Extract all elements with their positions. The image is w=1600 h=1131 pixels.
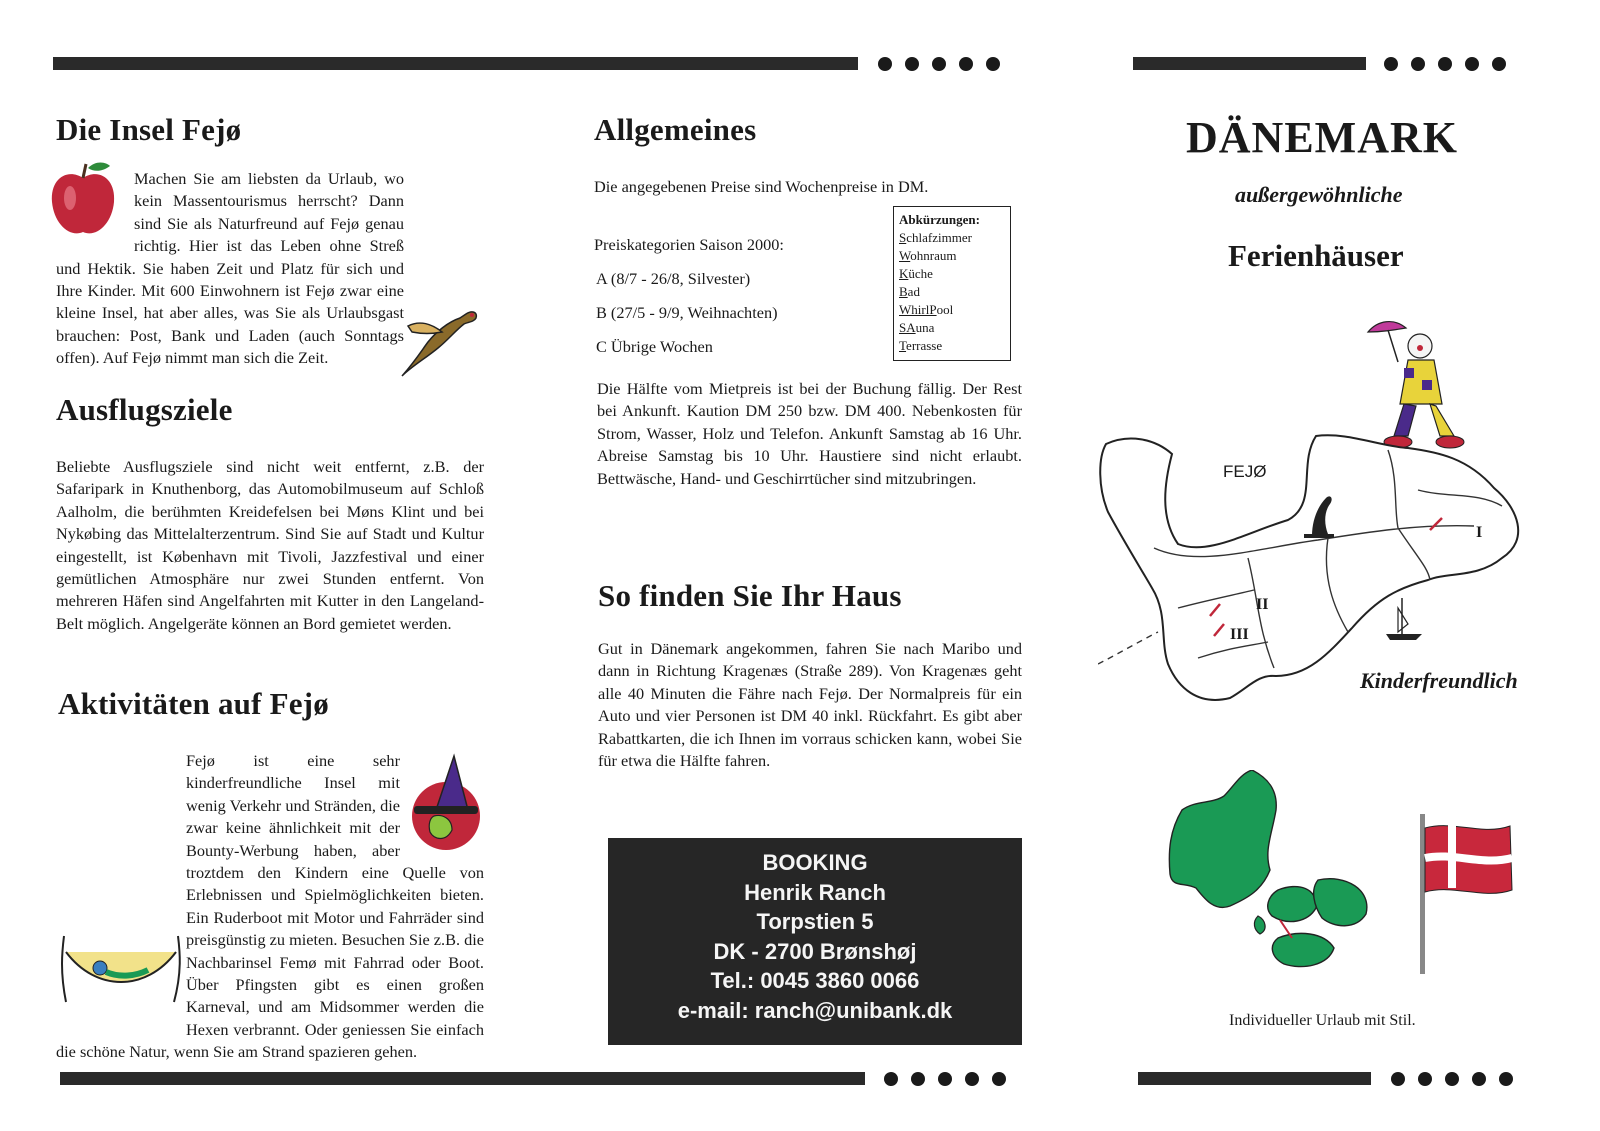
abbr-key: K: [899, 266, 909, 281]
bottom-dots-left: [884, 1072, 1006, 1086]
dot: [1492, 57, 1506, 71]
top-dots-left: [878, 57, 1000, 71]
abbr-key: B: [899, 284, 908, 299]
booking-name: Henrik Ranch: [744, 879, 886, 905]
heading-so-finden: So finden Sie Ihr Haus: [598, 578, 902, 613]
insel-paragraph: Machen Sie am liebsten da Urlaub, wo kein Massentourismus herrscht? Dann sind Sie als Naturfreund auf Fejø genau richtig. Hier ist das Leben ohne Streß und Hektik. Sie haben Zeit und Platz für sich und Ihre Kinder. Mit 600 Einwohnern ist Fejø zwar eine kleine Insel, hat aber alles, was Sie als Urlaubsgast brauchen: Post, Bank und Laden (auch Sonntags offen). Auf Fejø nimmt man sich die Zeit.: [56, 169, 404, 368]
preis-c: C Übrige Wochen: [596, 337, 713, 356]
preis-b: B (27/5 - 9/9, Weihnachten): [596, 303, 778, 322]
abbr-rest: una: [915, 320, 935, 335]
abbr-rest: chlafzimmer: [906, 230, 972, 245]
abbr-item: [899, 247, 1005, 265]
dot: [1411, 57, 1425, 71]
booking-box: [608, 838, 1022, 1045]
dot: [986, 57, 1000, 71]
booking-email[interactable]: e-mail: ranch@unibank.dk: [677, 997, 953, 1023]
top-dots-right: [1384, 57, 1506, 71]
abbr-key: SA: [899, 320, 916, 335]
heading-ausflugsziele: Ausflugsziele: [56, 392, 233, 427]
abbr-rest: üche: [908, 266, 933, 281]
abbr-item: [899, 319, 1005, 337]
ausflug-text: [56, 456, 484, 635]
dot: [1391, 1072, 1405, 1086]
witch-icon: [406, 752, 490, 852]
abbr-item: [899, 337, 1005, 355]
haus-paragraph: Gut in Dänemark angekommen, fahren Sie nach Maribo und dann in Richtung Kragenæs (Straße 289). Von Kragenæs geht alle 40 Minuten die Fähre nach Fejø. Der Normalpreis für ein Auto und vier Personen ist DM 40 inkl. Rückfahrt. Es gibt aber Rabattkarten, die ich Ihnen im vorraus schicken kann, wobei Sie für etwa die Hälfte fahren.: [598, 639, 1022, 771]
abbr-key: WhirlP: [899, 302, 937, 317]
abbr-rest: ohnraum: [910, 248, 957, 263]
dot: [911, 1072, 925, 1086]
abbr-item: [899, 229, 1005, 247]
booking-phone: Tel.: 0045 3860 0066: [710, 968, 920, 993]
dot: [1465, 57, 1479, 71]
aktiv-paragraph: Fejø ist eine sehr kinderfreundliche Insel mit wenig Verkehr und Stränden, die zwar keine ähnlichkeit mit der Bounty-Werbung haben, aber troztdem den Kindern eine Quelle von Erlebnissen und Spielmöglichkeiten bieten. Ein Ruderboot mit Motor und Fahrräder sind preisgünstig zu mieten. Besuchen Sie z.B. die Nachbarinsel Femø mit Fahrrad oder Boot. Über Pfingsten gibt es einen großen Karneval, und am Midsommer werden die Hexen verbrannt. Oder geniessen Sie einfach die schöne Natur, wenn Sie am Strand spazieren gehen.: [56, 751, 484, 1062]
top-rule-left: [53, 57, 858, 70]
dot: [1384, 57, 1398, 71]
dot: [932, 57, 946, 71]
dot: [992, 1072, 1006, 1086]
booking-city: DK - 2700 Brønshøj: [713, 938, 917, 964]
heading-die-insel-fejo: Die Insel Fejø: [56, 112, 242, 147]
dot: [905, 57, 919, 71]
dot: [878, 57, 892, 71]
abbr-key: T: [899, 338, 907, 353]
allg-intro: Die angegebenen Preise sind Wochenpreise in DM.: [594, 177, 929, 196]
dot: [1499, 1072, 1513, 1086]
map-marker-iii: III: [1230, 626, 1249, 643]
haus-text: [598, 638, 1022, 772]
abbr-key: S: [899, 230, 907, 245]
booking-title: BOOKING: [762, 850, 868, 875]
subtitle-ferienhaeuser: Ferienhäuser: [1228, 238, 1404, 273]
bottom-rule-right: [1138, 1072, 1371, 1085]
dot: [1445, 1072, 1459, 1086]
dot: [1472, 1072, 1486, 1086]
dot: [1418, 1072, 1432, 1086]
abbr-title: Abkürzungen:: [899, 212, 980, 227]
abbr-rest: ool: [936, 302, 954, 317]
map-marker-ii: II: [1256, 596, 1269, 613]
kinderfreundlich-label: Kinderfreundlich: [1360, 668, 1518, 693]
hammock-icon: [56, 932, 186, 1010]
abbreviations-box: [893, 206, 1011, 361]
dot: [938, 1072, 952, 1086]
map-label-fejo: FEJØ: [1223, 462, 1267, 481]
preis-a: A (8/7 - 26/8, Silvester): [596, 269, 751, 288]
top-rule-right: [1133, 57, 1366, 70]
pheasant-icon: [398, 300, 488, 380]
bottom-dots-right: [1391, 1072, 1513, 1086]
dot: [884, 1072, 898, 1086]
heading-aktivitaeten: Aktivitäten auf Fejø: [58, 686, 329, 721]
preis-title: Preiskategorien Saison 2000:: [594, 235, 784, 254]
abbr-item: [899, 301, 1005, 319]
denmark-map-icon: [1168, 770, 1378, 986]
dot: [965, 1072, 979, 1086]
subtitle-aussergewoehnliche: außergewöhnliche: [1235, 182, 1403, 207]
abbr-item: [899, 265, 1005, 283]
allg-paragraph: Die Hälfte vom Mietpreis ist bei der Buchung fällig. Der Rest bei Ankunft. Kaution DM 250 bzw. DM 400. Nebenkosten für Strom, Wasser, Holz und Telefon. Ankunft Samstag ab 16 Uhr. Abreise Samstag bis 10 Uhr. Haustiere sind nicht erlaubt. Bettwäsche, Hand- und Geschirrtücher sind mitzubringen.: [597, 379, 1022, 488]
heading-allgemeines: Allgemeines: [594, 112, 757, 147]
dot: [1438, 57, 1452, 71]
title-daenemark: DÄNEMARK: [1186, 113, 1458, 162]
ausflug-paragraph: Beliebte Ausflugsziele sind nicht weit entfernt, z.B. der Safaripark in Knuthenborg, das Automobilmuseum auf Schloß Aalholm, die berühmten Kreidefelsen bei Møns Klint und bei Nykøbing das Mittelalterzentrum. Sind Sie auf Stadt und Kultur eingestellt, ist København mit Tivoli, Jazzfestival und einer gemütlichen Atmosphäre nur zwei Stunden entfernt. Von mehreren Häfen sind Angelfahrten mit Kutter in den Langeland-Belt möglich. Angelgeräte können an Bord gemietet werden.: [56, 457, 484, 633]
abbr-key: W: [899, 248, 911, 263]
booking-street: Torpstien 5: [756, 909, 874, 934]
bottom-rule-left: [60, 1072, 865, 1085]
map-marker-i: I: [1476, 524, 1483, 541]
abbr-rest: errasse: [906, 338, 943, 353]
abbr-item: [899, 283, 1005, 301]
footer-slogan: Individueller Urlaub mit Stil.: [1229, 1012, 1416, 1029]
abbr-rest: ad: [907, 284, 920, 299]
allg-text: [597, 378, 1022, 490]
dot: [959, 57, 973, 71]
danish-flag-icon: [1418, 810, 1518, 976]
